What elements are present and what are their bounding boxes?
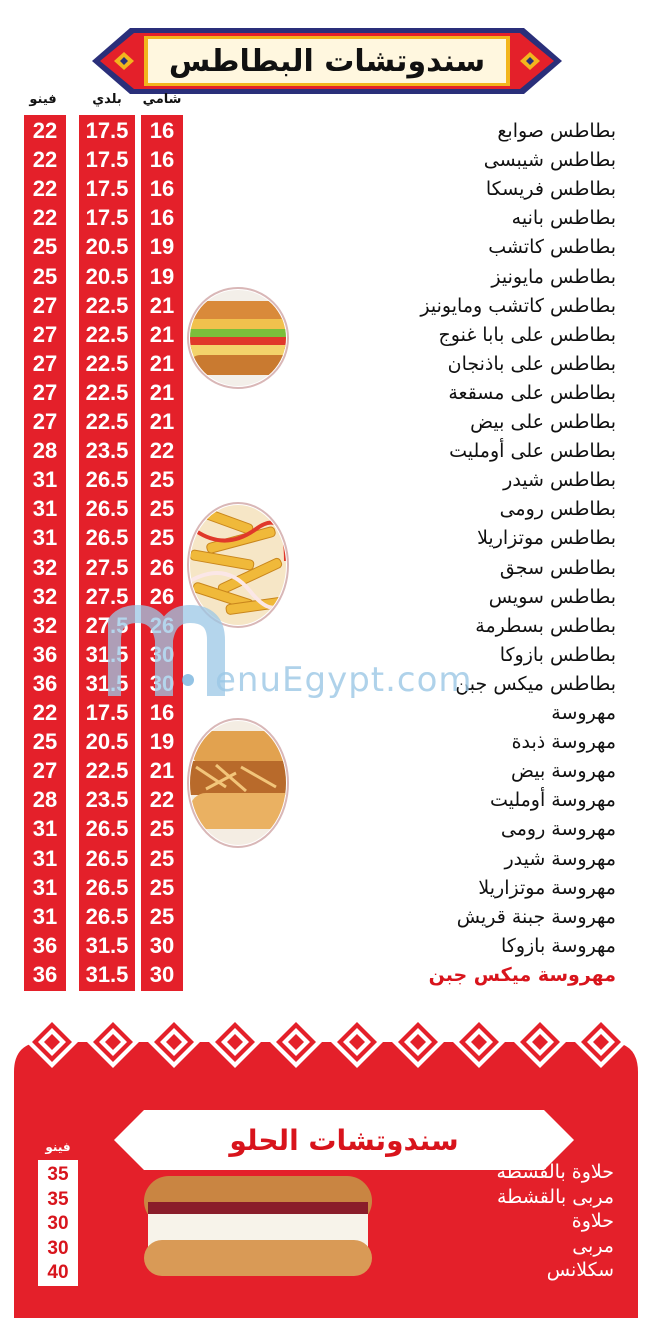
price-shami: 16 [149, 700, 175, 725]
price-baladi: 31.5 [85, 961, 129, 987]
price-fino: 27 [32, 321, 58, 347]
price-shami: 19 [149, 263, 175, 289]
price-shami: 30 [149, 961, 175, 987]
price-baladi: 31.5 [85, 932, 129, 958]
price-fino: 31 [32, 903, 58, 929]
sweet-item-name: مربى [572, 1234, 614, 1257]
price-fino: 25 [32, 729, 58, 755]
menu-item-name: مهروسة أومليت [489, 789, 616, 812]
price-shami: 22 [149, 787, 175, 813]
price-fino: 32 [32, 612, 58, 638]
price-shami: 21 [149, 758, 175, 784]
price-shami: 26 [149, 612, 175, 638]
menu-item-name: بطاطس على باذنجان [447, 352, 616, 375]
price-baladi: 26.5 [85, 525, 129, 551]
price-fino: 31 [32, 467, 58, 493]
price-column-fino [24, 115, 66, 991]
menu-item-name: بطاطس فريسكا [485, 178, 616, 201]
price-fino: 32 [32, 583, 58, 609]
price-baladi: 17.5 [85, 205, 129, 231]
sweet-price-fino: 40 [47, 1262, 69, 1283]
price-shami: 19 [149, 729, 175, 755]
price-shami: 30 [149, 641, 175, 667]
sweet-section-title: سندوتشات الحلو [229, 1123, 459, 1157]
sweet-item-name: حلاوة [571, 1210, 614, 1232]
sweet-price-fino: 35 [47, 1164, 69, 1185]
menu-item-name: مهروسة موتزاريلا [478, 876, 616, 899]
price-shami: 25 [149, 816, 175, 842]
price-baladi: 22.5 [85, 379, 129, 405]
menu-item-name: بطاطس سجق [499, 556, 616, 579]
price-baladi: 22.5 [85, 350, 129, 376]
price-shami: 16 [149, 176, 175, 202]
menu-item-name: مهروسة شيدر [504, 847, 616, 870]
menu-item-name: مهروسة ذبدة [511, 731, 616, 754]
menu-item-name: مهروسة بازوكا [500, 934, 616, 957]
price-fino: 27 [32, 292, 58, 318]
price-baladi: 27.5 [85, 583, 129, 609]
price-fino: 32 [32, 554, 58, 580]
sweet-item-name: سكلانس [546, 1259, 614, 1281]
price-fino: 28 [32, 438, 58, 464]
price-shami: 19 [149, 234, 175, 260]
sweet-item-name: حلاوة بالقشطة [496, 1161, 614, 1183]
price-shami: 16 [149, 205, 175, 231]
sweet-price-fino: 30 [47, 1213, 69, 1234]
price-baladi: 20.5 [85, 234, 129, 260]
menu-item-name: مهروسة رومى [500, 818, 616, 841]
title-banner [92, 26, 562, 96]
price-baladi: 22.5 [85, 409, 129, 434]
price-baladi: 31.5 [85, 670, 129, 696]
price-fino: 27 [32, 350, 58, 376]
price-fino: 22 [32, 176, 58, 202]
menu-item-name: بطاطس كاتشب [488, 236, 616, 259]
menu-item-name: مهروسة [551, 702, 616, 724]
sweet-price-fino: 30 [47, 1237, 69, 1259]
price-fino: 22 [32, 205, 58, 231]
price-shami: 25 [149, 874, 175, 900]
price-fino: 31 [32, 845, 58, 871]
price-fino: 36 [32, 670, 58, 696]
price-baladi: 20.5 [85, 729, 129, 755]
price-shami: 25 [149, 525, 175, 551]
sweet-price-fino: 35 [47, 1188, 69, 1210]
price-baladi: 20.5 [85, 263, 129, 289]
price-fino: 25 [32, 263, 58, 289]
price-baladi: 17.5 [85, 118, 129, 143]
price-shami: 21 [149, 379, 175, 405]
sweet-item-name: مربى بالقشطة [496, 1185, 614, 1208]
menu-item-name: بطاطس على بيض [470, 411, 616, 433]
price-fino: 36 [32, 932, 58, 958]
column-header-shami: شامي [142, 92, 182, 107]
price-baladi: 26.5 [85, 903, 129, 929]
menu-item-name: بطاطس على أومليت [449, 440, 616, 463]
price-shami: 30 [149, 670, 175, 696]
menu-item-name: بطاطس بانيه [511, 207, 616, 230]
price-baladi: 22.5 [85, 292, 129, 318]
price-fino: 36 [32, 961, 58, 987]
fries-sandwich-photo [186, 501, 290, 629]
menu-item-name: بطاطس صوابع [497, 120, 616, 142]
menu-item-name: مهروسة بيض [510, 760, 616, 783]
column-header-fino: فينو [29, 92, 57, 107]
menu-item-name: بطاطس شيدر [503, 469, 616, 492]
price-shami: 21 [149, 409, 175, 434]
price-fino: 31 [32, 874, 58, 900]
price-fino: 25 [32, 234, 58, 260]
menu-item-name: بطاطس على بابا غنوج [438, 323, 616, 346]
menu-item-name: بطاطس ميكس جبن [455, 672, 616, 695]
price-fino: 31 [32, 525, 58, 551]
price-fino: 36 [32, 641, 58, 667]
menu-item-name: بطاطس على مسقعة [448, 381, 616, 404]
price-shami: 21 [149, 350, 175, 376]
price-shami: 25 [149, 845, 175, 871]
menu-item-name: بطاطس رومى [499, 498, 616, 521]
menu-item-name: بطاطس موتزاريلا [477, 527, 616, 550]
price-baladi: 26.5 [85, 467, 129, 493]
price-shami: 21 [149, 292, 175, 318]
price-column-shami [141, 115, 183, 991]
menu-item-name: بطاطس مايونيز [491, 265, 616, 288]
price-baladi: 23.5 [85, 787, 129, 813]
price-shami: 22 [149, 438, 175, 464]
price-baladi: 26.5 [85, 845, 129, 871]
price-baladi: 17.5 [85, 147, 129, 173]
price-column-baladi [79, 115, 135, 991]
price-baladi: 23.5 [85, 438, 129, 464]
price-baladi: 17.5 [85, 176, 129, 202]
price-baladi: 26.5 [85, 874, 129, 900]
price-fino: 22 [32, 147, 58, 173]
price-fino: 27 [32, 409, 58, 434]
menu-item-name: بطاطس كاتشب ومايونيز [420, 294, 616, 317]
page-title: سندوتشات البطاطس [168, 43, 486, 79]
price-baladi: 27.5 [85, 554, 129, 580]
menu-item-name: مهروسة ميكس جبن [428, 963, 616, 986]
column-header-baladi: بلدي [92, 92, 122, 107]
price-shami: 25 [149, 903, 175, 929]
watermark-text: enuEgypt.com [215, 660, 473, 700]
price-baladi: 22.5 [85, 321, 129, 347]
price-shami: 21 [149, 321, 175, 347]
price-shami: 16 [149, 118, 175, 143]
price-fino: 31 [32, 816, 58, 842]
menu-item-name: مهروسة جبنة قريش [456, 905, 616, 928]
price-fino: 28 [32, 787, 58, 813]
price-baladi: 26.5 [85, 816, 129, 842]
price-shami: 30 [149, 932, 175, 958]
menu-item-name: بطاطس بازوكا [499, 643, 616, 666]
sweet-column-header-fino: فينو [45, 1140, 71, 1154]
price-fino: 27 [32, 758, 58, 784]
sweet-price-column [38, 1160, 78, 1286]
menu-item-name: بطاطس بسطرمة [475, 614, 616, 637]
price-baladi: 26.5 [85, 496, 129, 522]
price-fino: 31 [32, 496, 58, 522]
price-baladi: 17.5 [85, 700, 129, 725]
price-shami: 25 [149, 467, 175, 493]
price-fino: 22 [32, 700, 58, 725]
menu-item-name: بطاطس شيبسى [483, 149, 616, 172]
menu-item-name: بطاطس سويس [488, 585, 616, 608]
sweet-sandwich-photo [138, 1170, 378, 1282]
price-shami: 16 [149, 147, 175, 173]
price-shami: 26 [149, 554, 175, 580]
mashed-sandwich-photo [186, 717, 290, 849]
price-baladi: 22.5 [85, 758, 129, 784]
price-shami: 26 [149, 583, 175, 609]
price-baladi: 27.5 [85, 612, 129, 638]
price-shami: 25 [149, 496, 175, 522]
price-fino: 22 [32, 118, 58, 143]
price-baladi: 31.5 [85, 641, 129, 667]
potato-sandwich-photo [186, 285, 290, 391]
price-fino: 27 [32, 379, 58, 405]
